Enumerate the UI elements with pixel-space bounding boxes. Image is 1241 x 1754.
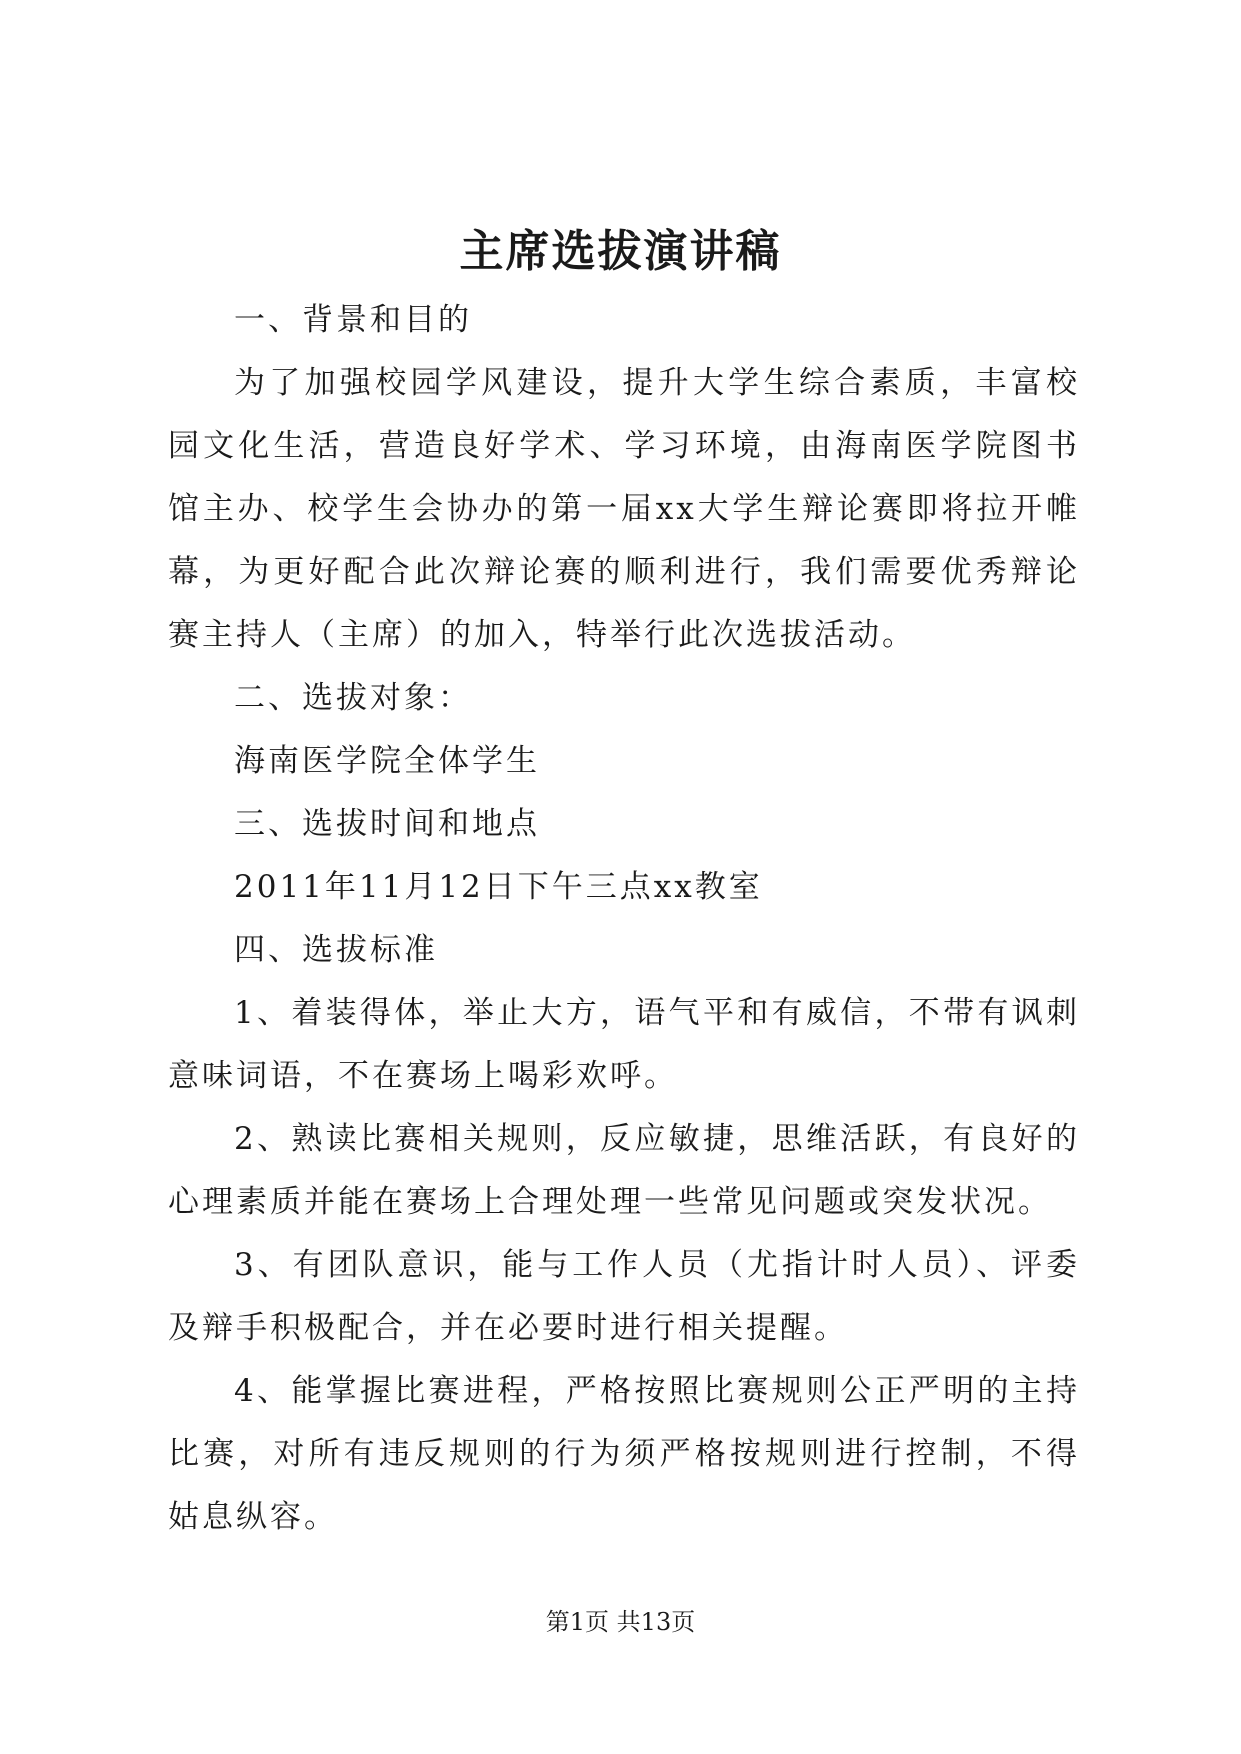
document-body	[168, 289, 1080, 1549]
section-heading-background: 一、背景和目的	[234, 302, 472, 338]
time-place-paragraph: 2011年11月12日下午三点xx教室	[234, 869, 763, 905]
criteria-item-3: 3、有团队意识，能与工作人员（尤指计时人员）、评委及辩手积极配合，并在必要时进行相关提醒。	[168, 1247, 1080, 1346]
target-paragraph: 海南医学院全体学生	[234, 743, 540, 779]
section-heading-criteria: 四、选拔标准	[234, 932, 438, 968]
page-title: 主席选拔演讲稿	[459, 226, 782, 277]
section-heading-time-place: 三、选拔时间和地点	[234, 806, 540, 842]
criteria-item-4: 4、能掌握比赛进程，严格按照比赛规则公正严明的主持比赛，对所有违反规则的行为须严格按规则进行控制，不得姑息纵容。	[168, 1373, 1080, 1535]
background-paragraph: 为了加强校园学风建设，提升大学生综合素质，丰富校园文化生活，营造良好学术、学习环境，由海南医学院图书馆主办、校学生会协办的第一届xx大学生辩论赛即将拉开帷幕，为更好配合此次辩论赛的顺利进行，我们需要优秀辩论赛主持人（主席）的加入，特举行此次选拔活动。	[168, 365, 1080, 653]
section-heading-target: 二、选拔对象：	[234, 680, 472, 716]
criteria-item-2: 2、熟读比赛相关规则，反应敏捷，思维活跃，有良好的心理素质并能在赛场上合理处理一些常见问题或突发状况。	[168, 1121, 1080, 1220]
criteria-item-1: 1、着装得体，举止大方，语气平和有威信，不带有讽刺意味词语，不在赛场上喝彩欢呼。	[168, 995, 1080, 1094]
page-footer: 第1页 共13页	[545, 1608, 696, 1636]
